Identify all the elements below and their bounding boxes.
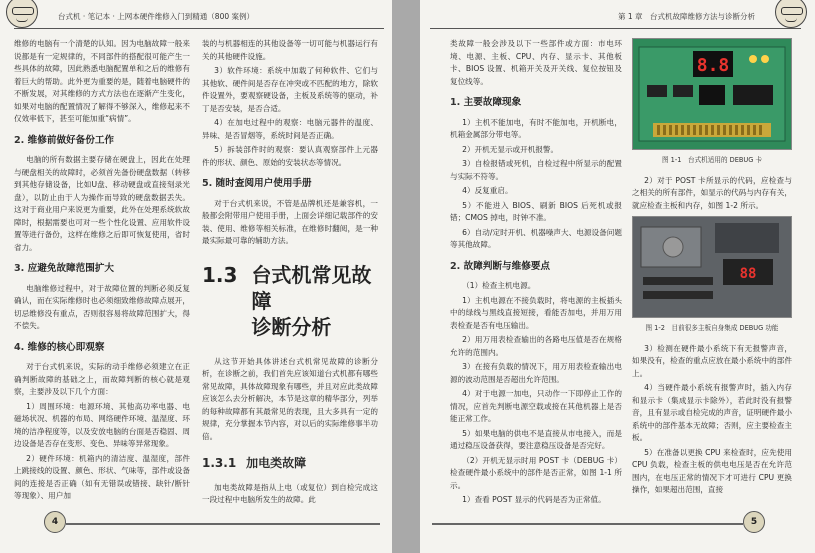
paragraph: 电脑维修过程中，对于故障位置的判断必须反复确认，而在实际维修时也必须细致维修故障点展开，切忌维修没有重点，否则很容易将故障范围扩大，得不偿失。 [14,283,190,330]
section-heading: 5. 随时查阅用户使用手册 [202,178,312,189]
list-item: 3）在接有负载的情况下，用万用表检查输出电源的波动范围是否超出允许范围。 [450,362,622,384]
footer-rule [66,523,380,525]
chapter-title-line-2: 诊断分析 [251,314,332,339]
right-page [420,0,815,553]
section-heading: 4. 维修的核心即观察 [14,341,105,353]
list-item: 6）自动/定时开机、机器噪声大、电源设备问题等其他故障。 [450,227,622,249]
paragraph: 类故障一般会涉及以下一些部件或方面：市电环境、电源、主板、CPU、内存、显示卡、其他板卡、BIOS 设置、机箱开关及开关线、复位按钮及复位线等。 [450,39,622,86]
right-running-header: 第 1 章 台式机故障维修方法与诊断分析 [430,6,801,29]
list-item: 2）用万用表检查输出的各路电压值是否在规格允许的范围内。 [450,335,622,357]
list-item: 4）对于电源一加电，只动作一下即停止工作的情况，应首先判断电源空载或接在其他机器上是否能正常工作。 [450,389,622,423]
list-item: （1）检查主机电源。 [462,281,536,290]
right-column-1 [450,38,622,509]
page-number: 5 [743,511,765,533]
paragraph: 3）软件环境：系统中加载了何种软件、它们与其他软、硬件间是否存在冲突或不匹配的地方，除软件设置外，要观察硬设备，主板及系统等的驱动，补丁是否安装，是否合适。 [202,66,378,113]
paragraph: 对于台式机来说，不管是品牌机还是兼容机，一般都会附带用户使用手册，上面会详细记载部件的安装、使用、维修等相关标准，在维修时翻阅，是一种最实际最可靠的辅助方法。 [202,198,378,245]
section-heading: 3. 应避免故障范围扩大 [14,263,115,274]
list-item: 5）不能进入 BIOS、刷新 BIOS 后死机或报错；CMOS 掉电，时钟不准。 [450,200,622,222]
list-item: 4）反复重启。 [462,186,513,195]
figure-caption: 图 1-1 台式机适用的 DEBUG 卡 [661,156,763,164]
chapter-heading [202,262,378,340]
paragraph: 装的与机器相连的其他设备等一切可能与机器运行有关的其他硬件设施。 [202,39,378,61]
post-code-display: 8.8 [696,55,730,76]
paragraph: 1）周围环境：电源环境、其他高功率电器、电磁场状况、机器的布局、网络硬件环境、温湿度、环境的洁净程度等，以及安放电脑的台面是否稳固、周边设备是否存在变形、变色、异味等异常现象。 [14,401,190,448]
motherboard-illustration [633,217,791,317]
left-column-1 [14,38,190,505]
motherboard-photo [632,216,792,318]
paragraph: 对于台式机来说，实际的动手维修必须建立在正确判断故障的基础之上，而故障判断的核心就是观察，主要涉及以下几个方面： [14,362,190,396]
debug-card-illustration [633,39,791,149]
list-item: 1）主机不能加电，有时不能加电，开机断电，机箱金属部分带电等。 [450,117,622,139]
svg-text:88: 88 [739,266,757,282]
section-heading: 1. 主要故障现象 [450,97,522,108]
section-heading: 2. 故障判断与维修要点 [450,260,551,272]
list-item: （2）开机无显示时用 POST 卡（DEBUG 卡）检查硬件最小系统中的部件是否正常，如图 1-1 所示。 [450,455,622,490]
paragraph: 2）对于 POST 卡所显示的代码，应检查与之相关的所有部件，如显示的代码与内存有关，就应检查主板和内存，如图 1-2 所示。 [632,175,792,210]
paragraph: 5）拆装部件时的观察：要认真观察部件上元器件的形状、颜色、原始的安装状态等情况。 [202,145,378,167]
page-number: 4 [44,511,66,533]
list-item: 3）检测在硬件最小系统下有无报警声音，如果没有，检查的重点应放在最小系统中的部件上。 [632,343,792,378]
left-column-2 [202,38,378,509]
right-column-2 [632,38,792,499]
paragraph: 4）在加电过程中的观察：电脑元器件的温度、异味、是否冒烟等，系统时间是否正确。 [202,118,378,140]
list-item: 3）自检报错或死机，自检过程中所显示的配置与实际不符等。 [450,159,622,181]
paragraph: 维修的电脑有一个清楚的认知。因为电脑故障一般来说都是有一定规律的，不同部件的搭配很可能产生一些具体的故障，因此熟悉电脑配置单和之后的维修有着巨大的帮助。此外更为重要的是，随着电脑硬件的不断发展，对其维修的方式方法也在逐渐产生变化，如果对电脑的配置情况了解得不够深入，维修起来不仅效率低下，甚至可能加重“病情”。 [14,39,190,123]
list-item: 4）当硬件最小系统有报警声时，插入内存和显示卡（集成显示卡除外），若此时没有报警音，且有显示或自检完成的声音，证明硬件最小系统中的部件基本无故障；否则，应主要检查主板。 [632,383,792,442]
list-item: 1）主机电源在不接负载时，将电源的主板插头中的绿线与黑线直接短接，看能否加电，并用万用表检查是否有电压输出。 [450,295,622,330]
left-page [0,0,392,553]
paragraph: 电脑的所有数据主要存储在硬盘上，因此在处理与硬盘相关的故障时，必须首先备份硬盘数据（转移到其他存储设备，比如U盘、移动硬盘或直接刻录光盘），以防止由于人为操作而导致的硬盘数据丢失。这对于商业用户来说更为重要，此外在处理系统软故障时，根据需要也可对一些个性化设置、应用软件设置等进行备份，这样在维修之后即可恢复使用，省时省力。 [14,155,190,252]
author-avatar-icon [775,0,807,28]
section-heading: 2. 维修前做好备份工作 [14,134,115,146]
paragraph: 从这节开始具体讲述台式机常见故障的诊断分析，在诊断之前，我们首先应该知道台式机都有哪些常见故障，具体故障现象有哪些，并且对应此类故障应该怎么去分析解决，本节是这章的精华部分，列举的每种故障都有其最常见的表现，且大多具有一定的规律，充分掌握本节内容，对以后的实际维修事半功倍。 [202,356,378,441]
paragraph: 加电类故障是指从上电（或复位）到自检完成这一段过程中电脑所发生的故障。此 [202,482,378,504]
list-item: 5）如果电脑的供电不是直接从市电接入，而是通过稳压设备获得，要注意稳压设备是否完好。 [450,428,622,450]
paragraph: 2）硬件环境：机箱内的清洁度、温湿度，部件上跳接线的设置、颜色、形状、气味等，部件或设备间的连接是否正确（如有无错误或错接、缺针/断针等现象）、用户加 [14,453,190,500]
chapter-title-line-1: 台式机常见故障 [251,262,372,313]
list-item: 5）在准备以更换 CPU 来检查时，应先使用 CPU 负载，检查主板的供电电压是否在允许范围内，在电压正常的情况下才可进行 CPU 更换操作，如果超出范围，直接 [632,447,792,494]
footer-rule [432,523,743,525]
debug-card-photo [632,38,792,150]
subsection-heading: 1.3.1 加电类故障 [202,456,307,470]
chapter-number: 1.3 [202,262,238,287]
book-gutter [392,0,420,553]
list-item: 1）查看 POST 显示的代码是否为正常值。 [462,495,606,504]
list-item: 2）开机无显示或开机报警。 [462,144,559,154]
left-running-header: 台式机 · 笔记本 · 上网本硬件维修入门到精通（800 案例） [14,6,384,29]
figure-caption: 图 1-2 目前很多主板自身集成 DEBUG 功能 [645,324,779,332]
